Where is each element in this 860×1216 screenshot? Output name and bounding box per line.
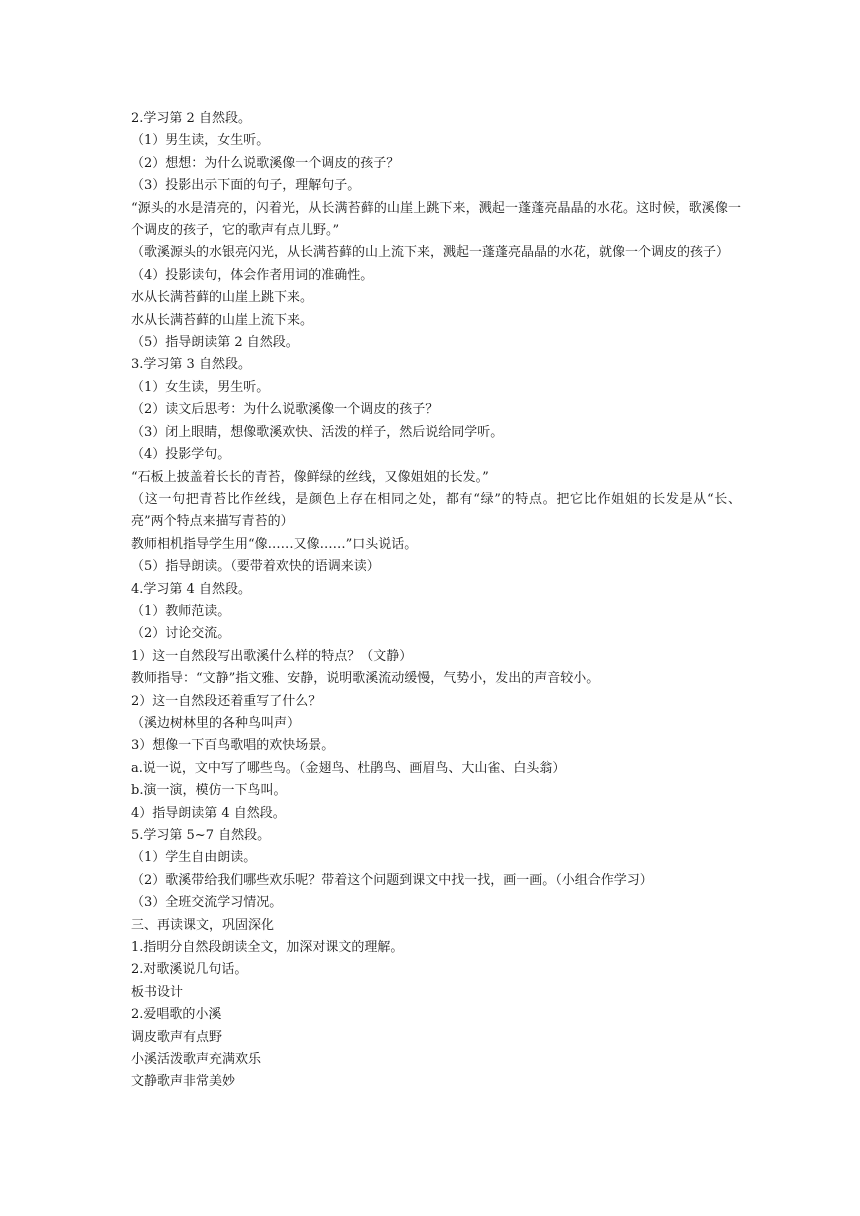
- section-heading: 4.学习第 4 自然段。: [131, 581, 251, 597]
- example-sentence: 水从长满苔藓的山崖上跳下来。: [131, 290, 314, 306]
- board-design-title: 板书设计: [131, 984, 184, 1000]
- section-heading: 3.学习第 3 自然段。: [131, 357, 251, 373]
- section-heading: 5.学习第 5~7 自然段。: [131, 828, 271, 843]
- step-item: （5）指导朗读第 2 自然段。: [131, 335, 299, 351]
- activity-item: b.演一演，模仿一下鸟叫。: [131, 783, 287, 799]
- question-item: 2）这一自然段还着重写了什么？: [131, 693, 322, 709]
- board-line: 文静歌声非常美妙: [131, 1074, 236, 1090]
- quoted-sentence: “石板上披盖着长长的青苔，像鲜绿的丝线，又像姐姐的长发。”: [131, 469, 489, 485]
- step-item: （5）指导朗读。（要带着欢快的语调来读）: [131, 559, 380, 575]
- explanation-note: （歌溪源头的水银亮闪光，从长满苔藓的山上流下来，溅起一蓬蓬亮晶晶的水花，就像一个调皮的孩子）: [131, 245, 730, 261]
- step-item: （3）投影出示下面的句子，理解句子。: [131, 178, 361, 194]
- teacher-guidance: 教师指导：“文静”指文雅、安静，说明歌溪流动缓慢，气势小，发出的声音较小。: [131, 671, 600, 687]
- part-heading: 三、再读课文，巩固深化: [131, 917, 275, 933]
- step-item: （1）女生读，男生听。: [131, 379, 270, 395]
- activity-item: a.说一说，文中写了哪些鸟。（金翅鸟、杜鹃鸟、画眉鸟、大山雀、白头翁）: [131, 760, 566, 776]
- example-sentence: 水从长满苔藓的山崖上流下来。: [131, 312, 314, 328]
- step-item: （2）歌溪带给我们哪些欢乐呢？带着这个问题到课文中找一找，画一画。（小组合作学习）: [131, 872, 653, 888]
- board-line: 调皮歌声有点野: [131, 1029, 223, 1045]
- step-item: （4）投影学句。: [131, 447, 231, 463]
- step-item: （2）读文后思考：为什么说歌溪像一个调皮的孩子？: [131, 402, 439, 418]
- step-item: （1）教师范读。: [131, 603, 231, 619]
- teacher-guidance: 教师相机指导学生用“像……又像……”口头说话。: [131, 536, 418, 552]
- question-item: 4）指导朗读第 4 自然段。: [131, 805, 286, 821]
- board-lesson-title: 2.爱唱歌的小溪: [131, 1007, 222, 1023]
- section-heading: 2.学习第 2 自然段。: [131, 111, 251, 126]
- step-item: 1.指明分自然段朗读全文，加深对课文的理解。: [131, 940, 404, 956]
- board-line: 小溪活泼歌声充满欢乐: [131, 1052, 262, 1068]
- step-item: （1）男生读，女生听。: [131, 133, 270, 149]
- step-item: （4）投影读句，体会作者用词的准确性。: [131, 267, 374, 283]
- step-item: 2.对歌溪说几句话。: [131, 962, 248, 978]
- step-item: （1）学生自由朗读。: [131, 850, 257, 866]
- quoted-sentence: “源头的水是清亮的，闪着光，从长满苔藓的山崖上跳下来，溅起一蓬蓬亮晶晶的水花。这时候，歌溪像一个调皮的孩子，它的歌声有点儿野。”: [131, 200, 741, 239]
- step-item: （3）闭上眼睛，想像歌溪欢快、活泼的样子，然后说给同学听。: [131, 424, 504, 440]
- question-item: 1）这一自然段写出歌溪什么样的特点？（文静）: [131, 648, 413, 664]
- question-item: 3）想像一下百鸟歌唱的欢快场景。: [131, 738, 335, 754]
- step-item: （2）想想：为什么说歌溪像一个调皮的孩子？: [131, 155, 400, 171]
- explanation-note: （这一句把青苔比作丝线，是颜色上存在相同之处，都有“绿”的特点。把它比作姐姐的长发是从“长、亮”两个特点来描写青苔的）: [131, 491, 741, 530]
- explanation-note: （溪边树林里的各种鸟叫声）: [131, 715, 301, 731]
- lesson-plan-body: [131, 108, 741, 1094]
- step-item: （3）全班交流学习情况。: [131, 895, 283, 911]
- step-item: （2）讨论交流。: [131, 626, 231, 642]
